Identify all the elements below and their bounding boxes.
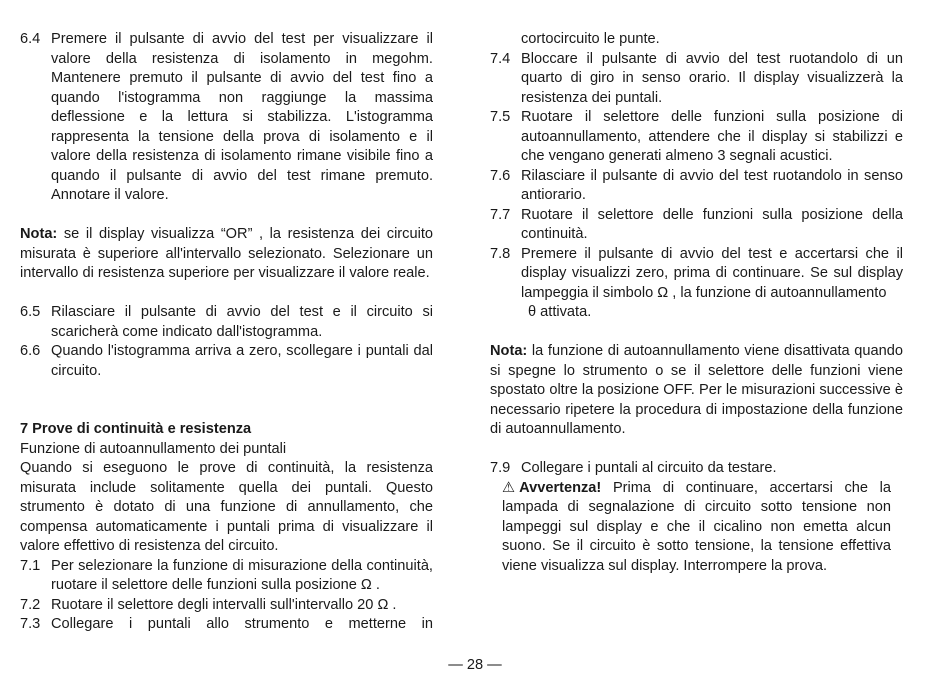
step-7-3 [20,615,433,635]
step-text: Per selezionare la funzione di misurazione della continuità, ruotare il selettore delle funzioni sulla posizione Ω . [51,557,433,593]
step-number: 7.4 [490,50,511,67]
note-text: se il display visualizza “OR” , la resistenza dei circuito misurata è superiore all'intervallo selezionato. Selezionare un intervallo di resistenza superiore per visualizzare il valore reale. [20,226,433,281]
note-label: Nota: [490,343,528,359]
step-number: 7.7 [490,206,511,223]
warning-text: Prima di continuare, accertarsi che la lampada di segnalazione di circuito sotto tensione non lampeggi sul display e che il cicalino non emetta alcun suono. Se il circuito è sotto tensione, la tensione effettiva viene visualizza sul display. Interrompere la prova. [502,479,891,574]
step-7-2 [20,596,433,616]
note-label: Nota: [20,226,58,242]
step-number: 7.9 [490,460,511,476]
note-2 [490,342,903,440]
step-text: Premere il pulsante di avvio del test e accertarsi che il display visualizzi zero, prima di continuare. Se sul display lampeggia il simbolo Ω , la funzione di autoannullamento θ attivata. [521,245,903,320]
step-6-5 [20,303,433,342]
step-number: 7.1 [20,557,41,574]
step-text: Collegare i puntali allo strumento e metterne in [51,616,433,632]
step-number: 7.5 [490,109,511,125]
step-7-1 [20,557,433,596]
step-7-5 [490,108,903,167]
step-text: Collegare i puntali al circuito da testare. [521,460,777,476]
step-6-6 [20,342,433,381]
step-number: 7.8 [490,245,511,262]
note-1 [20,225,433,284]
step-7-6 [490,167,903,206]
step-number: 7.3 [20,616,41,632]
left-column [20,30,433,635]
step-number: 6.6 [20,343,41,359]
section-7-title: 7 Prove di continuità e resistenza [20,421,252,437]
step-6-4 [20,30,433,206]
step-7-9 [490,459,903,479]
step-number: 7.2 [20,596,41,613]
step-text: Ruotare il selettore delle funzioni sulla posizione della continuità. [521,206,903,242]
right-column [490,30,903,576]
section-7-intro: Quando si eseguono le prove di continuità, la resistenza misurata include solitamente quella dei puntali. Questo strumento è dotato di una funzione di annullamento, che compensa automaticamente i puntali prima di visualizzare il valore effettivo di resistenza del circuito. [20,460,433,554]
step-text: Rilasciare il pulsante di avvio del test e il circuito si scaricherà come indicato dall'istogramma. [51,304,433,340]
section-7-subtitle: Funzione di autoannullamento dei puntali [20,440,287,457]
step-7-3-continued: cortocircuito le punte. [521,31,660,47]
step-text: Rilasciare il pulsante di avvio del test ruotandolo in senso antiorario. [521,167,903,203]
step-text: Ruotare il selettore degli intervalli sull'intervallo 20 Ω . [51,596,397,613]
step-text: Quando l'istogramma arriva a zero, scollegare i puntali dal circuito. [51,343,433,379]
step-text: Ruotare il selettore delle funzioni sulla posizione di autoannullamento, attendere che il display si stabilizzi e che vengano generati almeno 3 segnali acustici. [521,109,903,164]
step-number: 6.5 [20,304,41,320]
step-7-7 [490,206,903,245]
note-text: la funzione di autoannullamento viene disattivata quando si spegne lo strumento o se il selettore delle funzioni viene spostato oltre la posizione OFF. Per le misurazioni successive è necessario ripetere la procedura di impostazione della funzione di autoannullamento. [490,343,903,437]
step-7-8 [490,245,903,323]
page-number: — 28 — [448,657,502,673]
step-number: 6.4 [20,31,41,47]
step-text: Premere il pulsante di avvio del test per visualizzare il valore della resistenza di isolamento in megohm. Mantenere premuto il pulsante di avvio del test fino a quando l'istogramma non raggiunge la massima deflessione e la lettura si stabilizza. L'istogramma rappresenta la tensione della prova di isolamento e il valore della resistenza di isolamento rimane visibile fino a quando il pulsante di avvio del test rimane premuto. Annotare il valore. [51,31,433,203]
step-number: 7.6 [490,167,511,184]
warning-block [490,479,891,577]
warning-label: Avvertenza! [519,479,602,496]
step-text: Bloccare il pulsante di avvio del test ruotandolo di un quarto di giro in senso orario. Il display visualizzerà la resistenza dei puntali. [521,50,903,106]
warning-icon: ⚠ [502,479,516,496]
step-7-4 [490,50,903,109]
